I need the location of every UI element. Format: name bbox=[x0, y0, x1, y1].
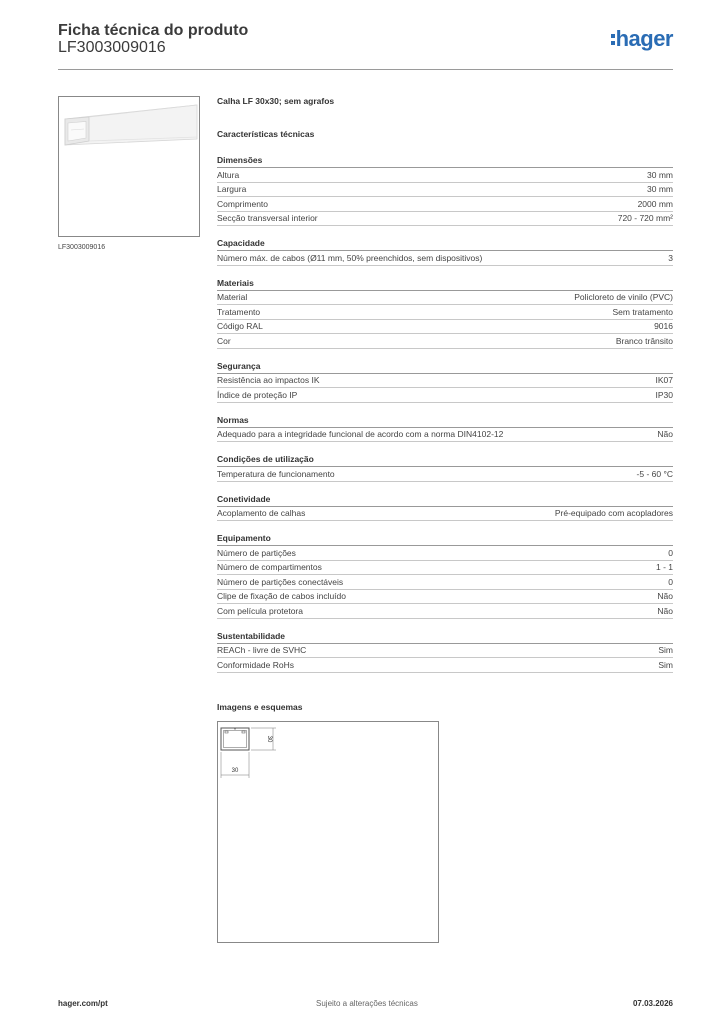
section-title: Conetividade bbox=[217, 494, 673, 507]
spec-row bbox=[217, 251, 673, 266]
spec-label: Clipe de fixação de cabos incluído bbox=[217, 591, 346, 601]
spec-row bbox=[217, 546, 673, 561]
spec-section bbox=[217, 494, 673, 522]
technical-drawing bbox=[217, 721, 439, 943]
spec-label: Secção transversal interior bbox=[217, 213, 318, 223]
spec-row bbox=[217, 507, 673, 522]
section-title: Condições de utilização bbox=[217, 454, 673, 467]
section-title: Materiais bbox=[217, 278, 673, 291]
spec-value: 9016 bbox=[654, 321, 673, 331]
spec-row bbox=[217, 334, 673, 349]
section-title: Dimensões bbox=[217, 155, 673, 168]
spec-value: Policloreto de vinilo (PVC) bbox=[574, 292, 673, 302]
spec-section bbox=[217, 631, 673, 673]
dimension-height-label: 30 bbox=[266, 735, 272, 743]
spec-value: 30 mm bbox=[647, 184, 673, 194]
spec-row bbox=[217, 320, 673, 335]
section-title: Equipamento bbox=[217, 533, 673, 546]
spec-label: Material bbox=[217, 292, 248, 302]
spec-label: REACh - livre de SVHC bbox=[217, 645, 307, 655]
spec-label: Número de compartimentos bbox=[217, 562, 322, 572]
spec-value: Sim bbox=[658, 645, 673, 655]
section-title: Normas bbox=[217, 415, 673, 428]
spec-value: 1 - 1 bbox=[655, 562, 673, 572]
section-title: Segurança bbox=[217, 361, 673, 374]
technical-content bbox=[217, 96, 673, 673]
spec-label: Conformidade RoHs bbox=[217, 659, 295, 670]
spec-value: Sim bbox=[658, 659, 673, 670]
spec-value: IK07 bbox=[655, 375, 673, 385]
spec-row bbox=[217, 428, 673, 443]
spec-row bbox=[217, 212, 673, 227]
spec-label: Número de partições conectáveis bbox=[217, 576, 344, 587]
spec-label: Temperatura de funcionamento bbox=[217, 468, 335, 479]
spec-label: Largura bbox=[217, 184, 247, 194]
spec-row bbox=[217, 305, 673, 320]
spec-section bbox=[217, 278, 673, 349]
product-name: Calha LF 30x30; sem agrafos bbox=[217, 96, 335, 106]
footer-website: hager.com/pt bbox=[58, 999, 108, 1008]
spec-label: Adequado para a integridade funcional de acordo com a norma DIN4102-12 bbox=[217, 429, 504, 439]
spec-row bbox=[217, 604, 673, 619]
spec-section bbox=[217, 533, 673, 619]
footer-note: Sujeito a alterações técnicas bbox=[316, 999, 418, 1008]
spec-label: Comprimento bbox=[217, 198, 269, 209]
spec-label: Código RAL bbox=[217, 321, 263, 331]
section-title: Capacidade bbox=[217, 238, 673, 251]
spec-label: Resistência ao impactos IK bbox=[217, 375, 320, 385]
spec-value: 0 bbox=[668, 547, 673, 558]
spec-row bbox=[217, 388, 673, 403]
spec-row bbox=[217, 467, 673, 482]
spec-section bbox=[217, 238, 673, 266]
spec-label: Cor bbox=[217, 335, 231, 346]
spec-label: Acoplamento de calhas bbox=[217, 508, 306, 518]
spec-label: Tratamento bbox=[217, 306, 261, 317]
spec-value: Sem tratamento bbox=[612, 306, 673, 317]
spec-value: -5 - 60 °C bbox=[636, 468, 673, 479]
spec-value: 3 bbox=[668, 252, 673, 263]
footer-date: 07.03.2026 bbox=[632, 999, 673, 1008]
spec-sections bbox=[217, 155, 673, 673]
spec-section bbox=[217, 361, 673, 403]
dimension-width-label: 30 bbox=[231, 768, 239, 774]
spec-value: Não bbox=[657, 605, 673, 616]
images-heading: Imagens e esquemas bbox=[217, 702, 303, 712]
spec-value: 30 mm bbox=[647, 169, 673, 180]
logo-text: hager bbox=[615, 26, 673, 51]
spec-value: Pré-equipado com acopladores bbox=[554, 508, 673, 518]
spec-row bbox=[217, 644, 673, 659]
document-title: Ficha técnica do produto bbox=[58, 22, 249, 39]
spec-row bbox=[217, 168, 673, 183]
spec-row bbox=[217, 658, 673, 673]
spec-value: IP30 bbox=[655, 389, 673, 400]
spec-row bbox=[217, 575, 673, 590]
spec-row bbox=[217, 183, 673, 198]
spec-value: Não bbox=[657, 429, 673, 439]
page-header bbox=[58, 20, 673, 70]
section-title: Sustentabilidade bbox=[217, 631, 673, 644]
cable-trunking-illustration bbox=[59, 97, 200, 237]
technical-characteristics-heading: Características técnicas bbox=[217, 129, 315, 139]
logo-dots-icon bbox=[611, 34, 615, 45]
spec-label: Altura bbox=[217, 169, 240, 180]
spec-label: Índice de proteção IP bbox=[217, 389, 298, 400]
spec-row bbox=[217, 374, 673, 389]
spec-section bbox=[217, 155, 673, 226]
cross-section-drawing bbox=[218, 722, 440, 944]
spec-row bbox=[217, 197, 673, 212]
spec-label: Número de partições bbox=[217, 547, 296, 558]
spec-label: Com película protetora bbox=[217, 605, 303, 616]
hager-logo bbox=[611, 26, 673, 52]
spec-section bbox=[217, 415, 673, 443]
spec-label: Número máx. de cabos (Ø11 mm, 50% preenchidos, sem dispositivos) bbox=[217, 252, 483, 263]
product-image bbox=[58, 96, 200, 237]
spec-value: 0 bbox=[668, 576, 673, 587]
spec-row bbox=[217, 590, 673, 605]
spec-value: 2000 mm bbox=[637, 198, 673, 209]
spec-section bbox=[217, 454, 673, 482]
product-code: LF3003009016 bbox=[58, 39, 166, 56]
image-caption: LF3003009016 bbox=[58, 244, 106, 251]
spec-row bbox=[217, 561, 673, 576]
spec-value: Não bbox=[657, 591, 673, 601]
spec-value: 720 - 720 mm² bbox=[617, 213, 673, 223]
spec-value: Branco trânsito bbox=[615, 335, 673, 346]
spec-row bbox=[217, 291, 673, 306]
